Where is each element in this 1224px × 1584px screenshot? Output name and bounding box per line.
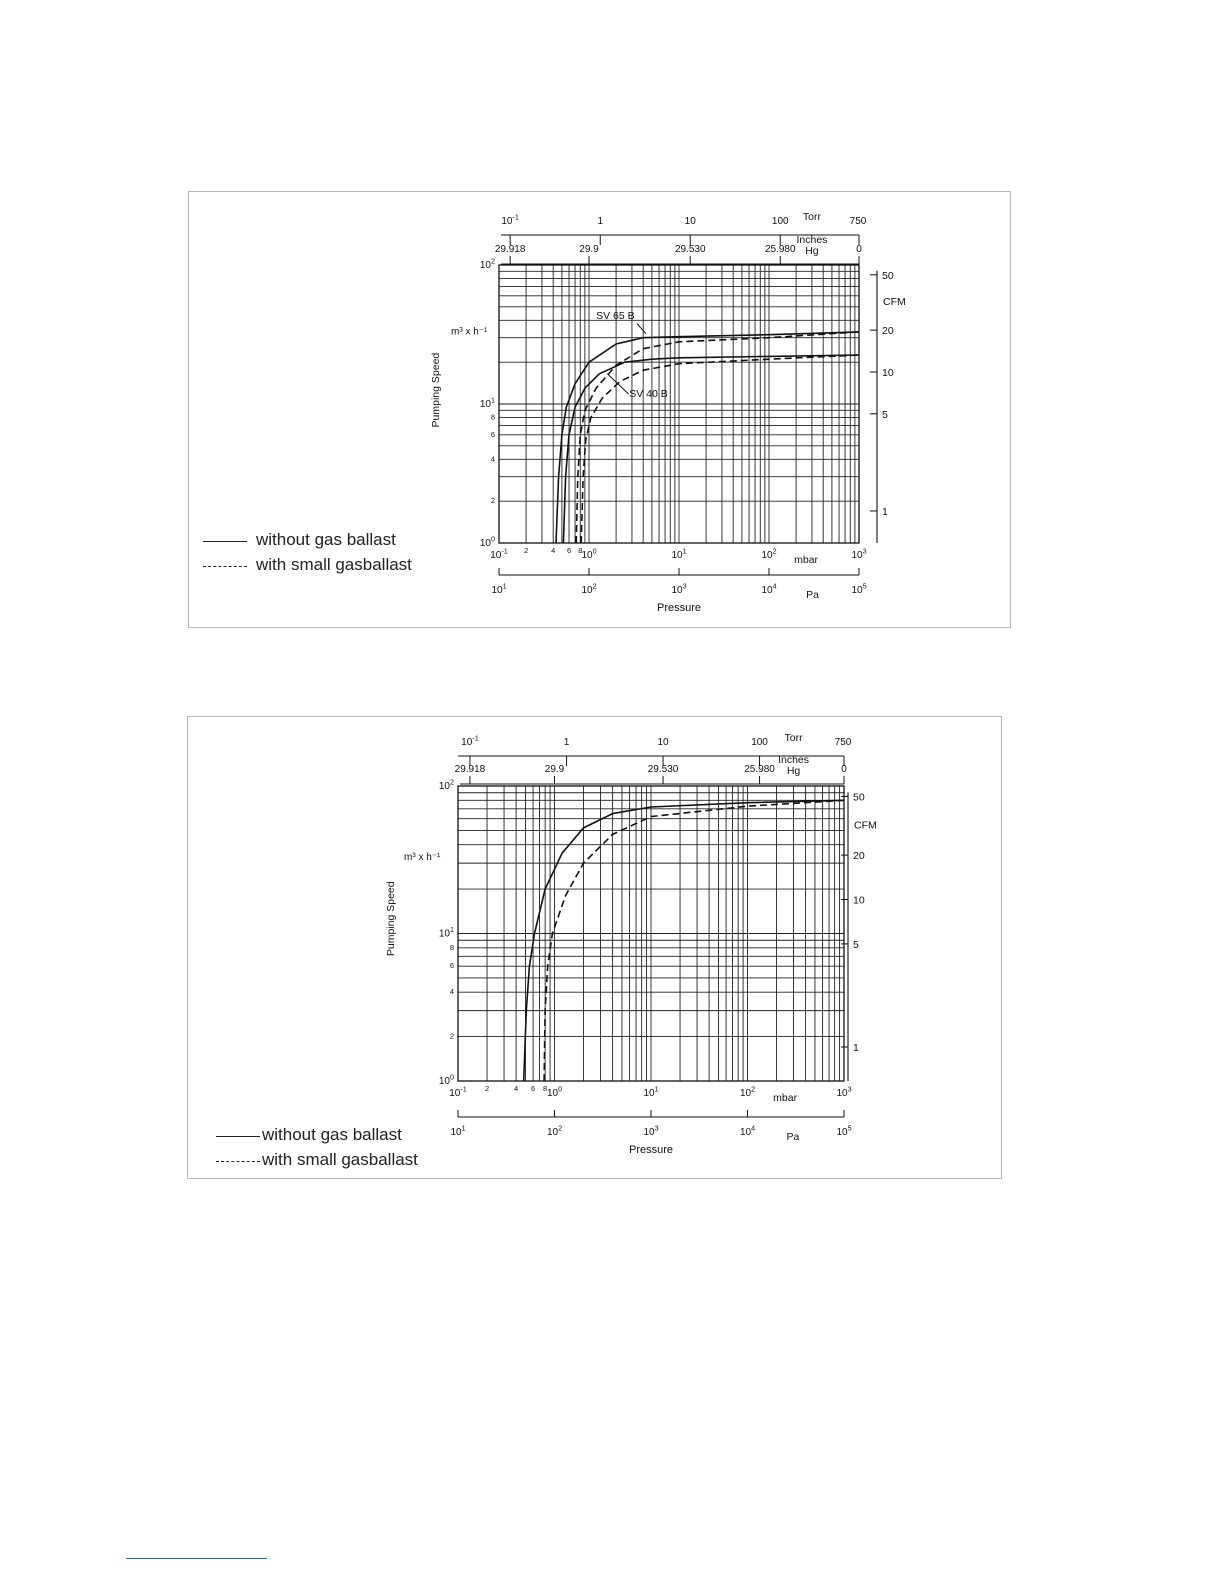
- x-unit-torr: Torr: [802, 211, 821, 223]
- x-tick-label-mbar: 6: [531, 1084, 536, 1093]
- x-tick-label-pa: $10^3$: [643, 1123, 659, 1138]
- y2-tick-label-cfm: 10: [853, 894, 865, 907]
- legend-solid-line: [203, 541, 247, 542]
- y-tick-label: 8: [449, 942, 454, 952]
- chart-panel-2: [187, 716, 1002, 1179]
- x-unit-inhg-hg: Hg: [805, 245, 819, 257]
- x-unit-mbar: mbar: [794, 554, 819, 566]
- annotation-pointer: [637, 323, 646, 333]
- y-unit-label: m³ x h⁻¹: [404, 851, 441, 863]
- x-tick-label-torr: 750: [834, 737, 852, 748]
- x-tick-label-torr: $10^{-1}$: [501, 212, 519, 227]
- y-tick-label: 6: [449, 961, 454, 971]
- x-tick-label-pa: $10^4$: [739, 1123, 756, 1138]
- x-tick-label-mbar: $10^{-1}$: [449, 1084, 467, 1099]
- footnote-rule: [126, 1558, 267, 1559]
- x-unit-pa: Pa: [806, 589, 819, 601]
- x-tick-label-mbar: 4: [551, 546, 556, 555]
- x-tick-label-inhg: 25.980: [764, 244, 796, 255]
- x-unit-inhg-hg: Hg: [786, 765, 801, 777]
- legend-solid-line: [216, 1136, 260, 1137]
- legend-dashed-label: with small gasballast: [256, 555, 412, 574]
- y2-tick-label-cfm: 10: [882, 366, 894, 379]
- y-tick-label: 6: [490, 429, 495, 439]
- x-tick-label-mbar: $10^0$: [581, 546, 597, 561]
- chart-svg-2: [188, 717, 1001, 1178]
- x-tick-label-mbar: 2: [484, 1084, 490, 1093]
- y2-unit-cfm: CFM: [854, 819, 877, 832]
- y2-tick-label-cfm: 50: [882, 269, 894, 282]
- x-unit-pa: Pa: [786, 1131, 800, 1143]
- x-tick-label-pa: $10^2$: [546, 1123, 563, 1138]
- x-axis-title: Pressure: [656, 602, 702, 614]
- legend-dashed-line: [216, 1161, 260, 1162]
- x-tick-label-inhg: 29.530: [647, 764, 679, 775]
- x-tick-label-mbar: $10^3$: [836, 1084, 852, 1099]
- series-line-dashed: [581, 355, 859, 543]
- x-tick-label-inhg: 29.918: [494, 244, 526, 255]
- series-line-solid: [556, 332, 859, 543]
- x-tick-label-mbar: $10^2$: [739, 1084, 756, 1099]
- x-tick-label-mbar: 8: [578, 546, 583, 555]
- x-tick-label-torr: 1: [563, 737, 570, 748]
- chart-panel-1: [188, 191, 1011, 628]
- x-tick-label-pa: $10^5$: [851, 581, 867, 596]
- x-tick-label-pa: $10^2$: [581, 581, 597, 596]
- y-tick-label: 4: [449, 987, 454, 997]
- x-tick-label-torr: 750: [849, 216, 867, 227]
- legend-dashed-label: with small gasballast: [262, 1150, 418, 1169]
- annotation-label: SV 40 B: [629, 388, 668, 401]
- y2-tick-label-cfm: 1: [882, 505, 888, 518]
- x-tick-label-pa: $10^4$: [761, 581, 777, 596]
- x-tick-label-inhg: 29.9: [544, 764, 565, 775]
- y-tick-label: 4: [490, 454, 495, 464]
- x-tick-label-mbar: 2: [524, 546, 529, 555]
- series-line-solid: [563, 355, 859, 543]
- x-axis-title: Pressure: [628, 1144, 674, 1156]
- x-tick-label-mbar: $10^0$: [546, 1084, 563, 1099]
- y2-tick-label-cfm: 1: [853, 1042, 859, 1055]
- x-tick-label-torr: 100: [771, 216, 789, 227]
- x-tick-label-inhg: 0: [856, 244, 862, 255]
- y2-tick-label-cfm: 20: [882, 325, 894, 338]
- x-tick-label-inhg: 25.980: [744, 764, 775, 775]
- x-tick-label-inhg: 0: [841, 764, 847, 775]
- y-tick-label: $10^1$: [438, 925, 454, 940]
- y2-unit-cfm: CFM: [883, 296, 906, 309]
- legend-dashed-line: [203, 566, 247, 567]
- x-tick-label-inhg: 29.918: [454, 764, 486, 775]
- y2-tick-label-cfm: 50: [853, 791, 865, 804]
- x-tick-label-torr: 10: [684, 216, 696, 227]
- x-tick-label-torr: 1: [597, 216, 604, 227]
- y-tick-label: $10^2$: [438, 777, 454, 792]
- x-tick-label-mbar: $10^1$: [671, 546, 687, 561]
- series-line-dashed: [576, 332, 859, 543]
- y2-tick-label-cfm: 5: [853, 938, 859, 951]
- y-axis-title: Pumping Speed: [430, 352, 442, 428]
- x-tick-label-torr: $10^{-1}$: [461, 733, 479, 748]
- y-unit-label: m³ x h⁻¹: [451, 326, 488, 338]
- y-tick-label: $10^0$: [438, 1072, 454, 1087]
- x-tick-label-mbar: 6: [566, 546, 572, 555]
- x-tick-label-pa: $10^1$: [450, 1123, 466, 1138]
- y-tick-label: 8: [490, 412, 495, 422]
- legend-solid-label: without gas ballast: [256, 530, 396, 549]
- y-tick-label: 2: [490, 496, 495, 506]
- legend-solid-label: without gas ballast: [262, 1125, 402, 1144]
- y-axis-title: Pumping Speed: [385, 881, 397, 957]
- x-tick-label-mbar: 8: [543, 1084, 548, 1093]
- x-tick-label-mbar: $10^2$: [761, 546, 777, 561]
- x-unit-inhg: Inches: [778, 754, 810, 766]
- y2-tick-label-cfm: 5: [882, 408, 888, 421]
- x-tick-label-pa: $10^5$: [836, 1123, 852, 1138]
- x-tick-label-mbar: $10^3$: [851, 546, 867, 561]
- x-tick-label-inhg: 29.530: [674, 244, 706, 255]
- y-tick-label: $10^2$: [479, 256, 495, 271]
- x-unit-inhg: Inches: [796, 234, 828, 246]
- x-tick-label-inhg: 29.9: [579, 244, 599, 255]
- x-tick-label-pa: $10^3$: [671, 581, 687, 596]
- y-tick-label: $10^1$: [479, 395, 495, 410]
- x-unit-torr: Torr: [784, 732, 803, 744]
- x-tick-label-mbar: $10^1$: [643, 1084, 659, 1099]
- x-tick-label-torr: 10: [657, 737, 669, 748]
- x-tick-label-mbar: 4: [514, 1084, 519, 1093]
- annotation-label: SV 65 B: [596, 309, 635, 322]
- x-tick-label-torr: 100: [751, 737, 768, 748]
- x-unit-mbar: mbar: [773, 1092, 798, 1104]
- x-tick-label-pa: $10^1$: [491, 581, 507, 596]
- y-tick-label: $10^0$: [479, 534, 495, 549]
- y2-tick-label-cfm: 20: [853, 850, 865, 863]
- x-tick-label-mbar: $10^{-1}$: [490, 546, 508, 561]
- y-tick-label: 2: [449, 1031, 454, 1041]
